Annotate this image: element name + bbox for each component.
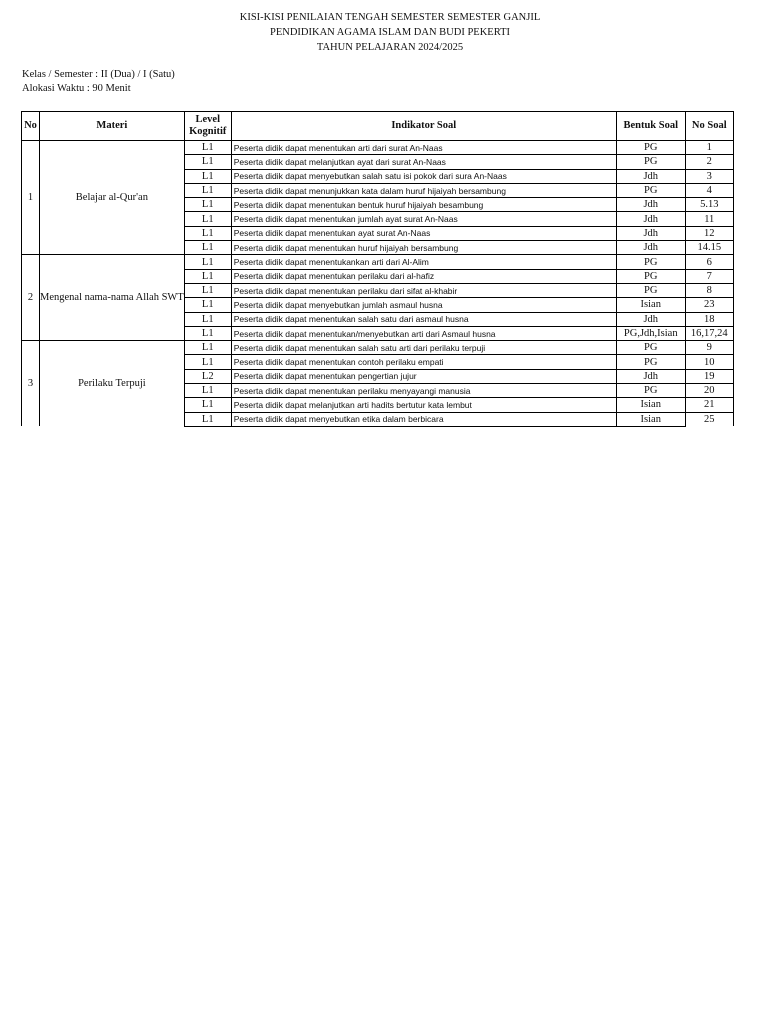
indikator-cell: Peserta didik dapat menentukan perilaku menyayangi manusia [231, 384, 616, 398]
group-number: 3 [22, 341, 40, 427]
header-no: No [22, 112, 40, 141]
bentuk-cell: PG [616, 283, 685, 297]
bentuk-cell: Jdh [616, 226, 685, 240]
no-soal-cell: 16,17,24 [685, 326, 733, 340]
table-body [22, 141, 734, 427]
no-soal-cell: 6 [685, 255, 733, 269]
level-cell: L1 [184, 398, 231, 412]
header-level: Level Kognitif [184, 112, 231, 141]
bentuk-cell: PG [616, 269, 685, 283]
indikator-cell: Peserta didik dapat menentukan salah satu arti dari perilaku terpuji [231, 341, 616, 355]
header-indikator: Indikator Soal [231, 112, 616, 141]
level-cell: L1 [184, 212, 231, 226]
materi-cell: Belajar al-Qur'an [40, 141, 185, 255]
level-cell: L1 [184, 355, 231, 369]
bentuk-cell: PG [616, 384, 685, 398]
no-soal-cell: 2 [685, 155, 733, 169]
indikator-cell: Peserta didik dapat menentukankan arti dari Al-Alim [231, 255, 616, 269]
title-line-2: PENDIDIKAN AGAMA ISLAM DAN BUDI PEKERTI [270, 27, 510, 38]
level-cell: L1 [184, 283, 231, 297]
bentuk-cell: PG [616, 255, 685, 269]
indikator-cell: Peserta didik dapat menentukan bentuk huruf hijaiyah besambung [231, 198, 616, 212]
level-cell: L1 [184, 255, 231, 269]
indikator-cell: Peserta didik dapat menentukan pengertian jujur [231, 369, 616, 383]
header-materi: Materi [40, 112, 185, 141]
header-no-soal: No Soal [685, 112, 733, 141]
materi-cell: Mengenal nama-nama Allah SWT [40, 255, 185, 341]
level-cell: L1 [184, 341, 231, 355]
no-soal-cell: 20 [685, 384, 733, 398]
header-bentuk: Bentuk Soal [616, 112, 685, 141]
indikator-cell: Peserta didik dapat menentukan perilaku dari al-hafiz [231, 269, 616, 283]
indikator-cell: Peserta didik dapat menentukan contoh perilaku empati [231, 355, 616, 369]
group-number: 2 [22, 255, 40, 341]
level-cell: L1 [184, 384, 231, 398]
indikator-cell: Peserta didik dapat menentukan arti dari surat An-Naas [231, 141, 616, 155]
materi-cell: Perilaku Terpuji [40, 341, 185, 427]
level-cell: L1 [184, 269, 231, 283]
level-cell: L1 [184, 155, 231, 169]
indikator-cell: Peserta didik dapat menyebutkan salah satu isi pokok dari sura An-Naas [231, 169, 616, 183]
document-header [0, 10, 768, 55]
title-line-3: TAHUN PELAJARAN 2024/2025 [316, 42, 464, 53]
bentuk-cell: Jdh [616, 212, 685, 226]
no-soal-cell: 9 [685, 341, 733, 355]
level-cell: L1 [184, 169, 231, 183]
bentuk-cell: PG [616, 155, 685, 169]
no-soal-cell: 19 [685, 369, 733, 383]
level-cell: L1 [184, 198, 231, 212]
bentuk-cell: Jdh [616, 369, 685, 383]
bentuk-cell: PG [616, 141, 685, 155]
no-soal-cell: 10 [685, 355, 733, 369]
level-cell: L1 [184, 412, 231, 426]
indikator-cell: Peserta didik dapat menentukan salah satu dari asmaul husna [231, 312, 616, 326]
no-soal-cell: 12 [685, 226, 733, 240]
no-soal-cell: 3 [685, 169, 733, 183]
bentuk-cell: Jdh [616, 198, 685, 212]
level-cell: L1 [184, 241, 231, 255]
level-cell: L1 [184, 326, 231, 340]
class-semester: Kelas / Semester : II (Dua) / I (Satu) [22, 69, 175, 80]
bentuk-cell: PG [616, 355, 685, 369]
bentuk-cell: PG,Jdh,Isian [616, 326, 685, 340]
no-soal-cell: 1 [685, 141, 733, 155]
level-cell: L1 [184, 141, 231, 155]
indikator-cell: Peserta didik dapat menentukan/menyebutkan arti dari Asmaul husna [231, 326, 616, 340]
bentuk-cell: Isian [616, 398, 685, 412]
no-soal-cell: 7 [685, 269, 733, 283]
level-cell: L2 [184, 369, 231, 383]
level-cell: L1 [184, 183, 231, 197]
level-cell: L1 [184, 298, 231, 312]
indikator-cell: Peserta didik dapat menunjukkan kata dalam huruf hijaiyah bersambung [231, 183, 616, 197]
table-row [22, 255, 734, 269]
table-row [22, 141, 734, 155]
no-soal-cell: 11 [685, 212, 733, 226]
bentuk-cell: Isian [616, 298, 685, 312]
bentuk-cell: Jdh [616, 312, 685, 326]
bentuk-cell: Jdh [616, 169, 685, 183]
no-soal-cell: 25 [685, 412, 733, 426]
indikator-cell: Peserta didik dapat menyebutkan etika dalam berbicara [231, 412, 616, 426]
indikator-cell: Peserta didik dapat menyebutkan jumlah asmaul husna [231, 298, 616, 312]
bentuk-cell: Isian [616, 412, 685, 426]
bentuk-cell: PG [616, 183, 685, 197]
no-soal-cell: 14.15 [685, 241, 733, 255]
no-soal-cell: 5.13 [685, 198, 733, 212]
title-line-1: KISI-KISI PENILAIAN TENGAH SEMESTER SEMESTER GANJIL [239, 12, 541, 23]
table-row [22, 341, 734, 355]
kisi-kisi-table [21, 111, 734, 427]
indikator-cell: Peserta didik dapat menentukan jumlah ayat surat An-Naas [231, 212, 616, 226]
class-info [22, 68, 175, 96]
indikator-cell: Peserta didik dapat menentukan huruf hijaiyah bersambung [231, 241, 616, 255]
level-cell: L1 [184, 312, 231, 326]
group-number: 1 [22, 141, 40, 255]
table-header-row [22, 112, 734, 141]
no-soal-cell: 4 [685, 183, 733, 197]
no-soal-cell: 23 [685, 298, 733, 312]
no-soal-cell: 21 [685, 398, 733, 412]
indikator-cell: Peserta didik dapat melanjutkan ayat dari surat An-Naas [231, 155, 616, 169]
time-allocation: Alokasi Waktu : 90 Menit [22, 83, 131, 94]
indikator-cell: Peserta didik dapat melanjutkan arti hadits bertutur kata lembut [231, 398, 616, 412]
bentuk-cell: Jdh [616, 241, 685, 255]
bentuk-cell: PG [616, 341, 685, 355]
level-cell: L1 [184, 226, 231, 240]
indikator-cell: Peserta didik dapat menentukan ayat surat An-Naas [231, 226, 616, 240]
indikator-cell: Peserta didik dapat menentukan perilaku dari sifat al-khabir [231, 283, 616, 297]
no-soal-cell: 18 [685, 312, 733, 326]
no-soal-cell: 8 [685, 283, 733, 297]
